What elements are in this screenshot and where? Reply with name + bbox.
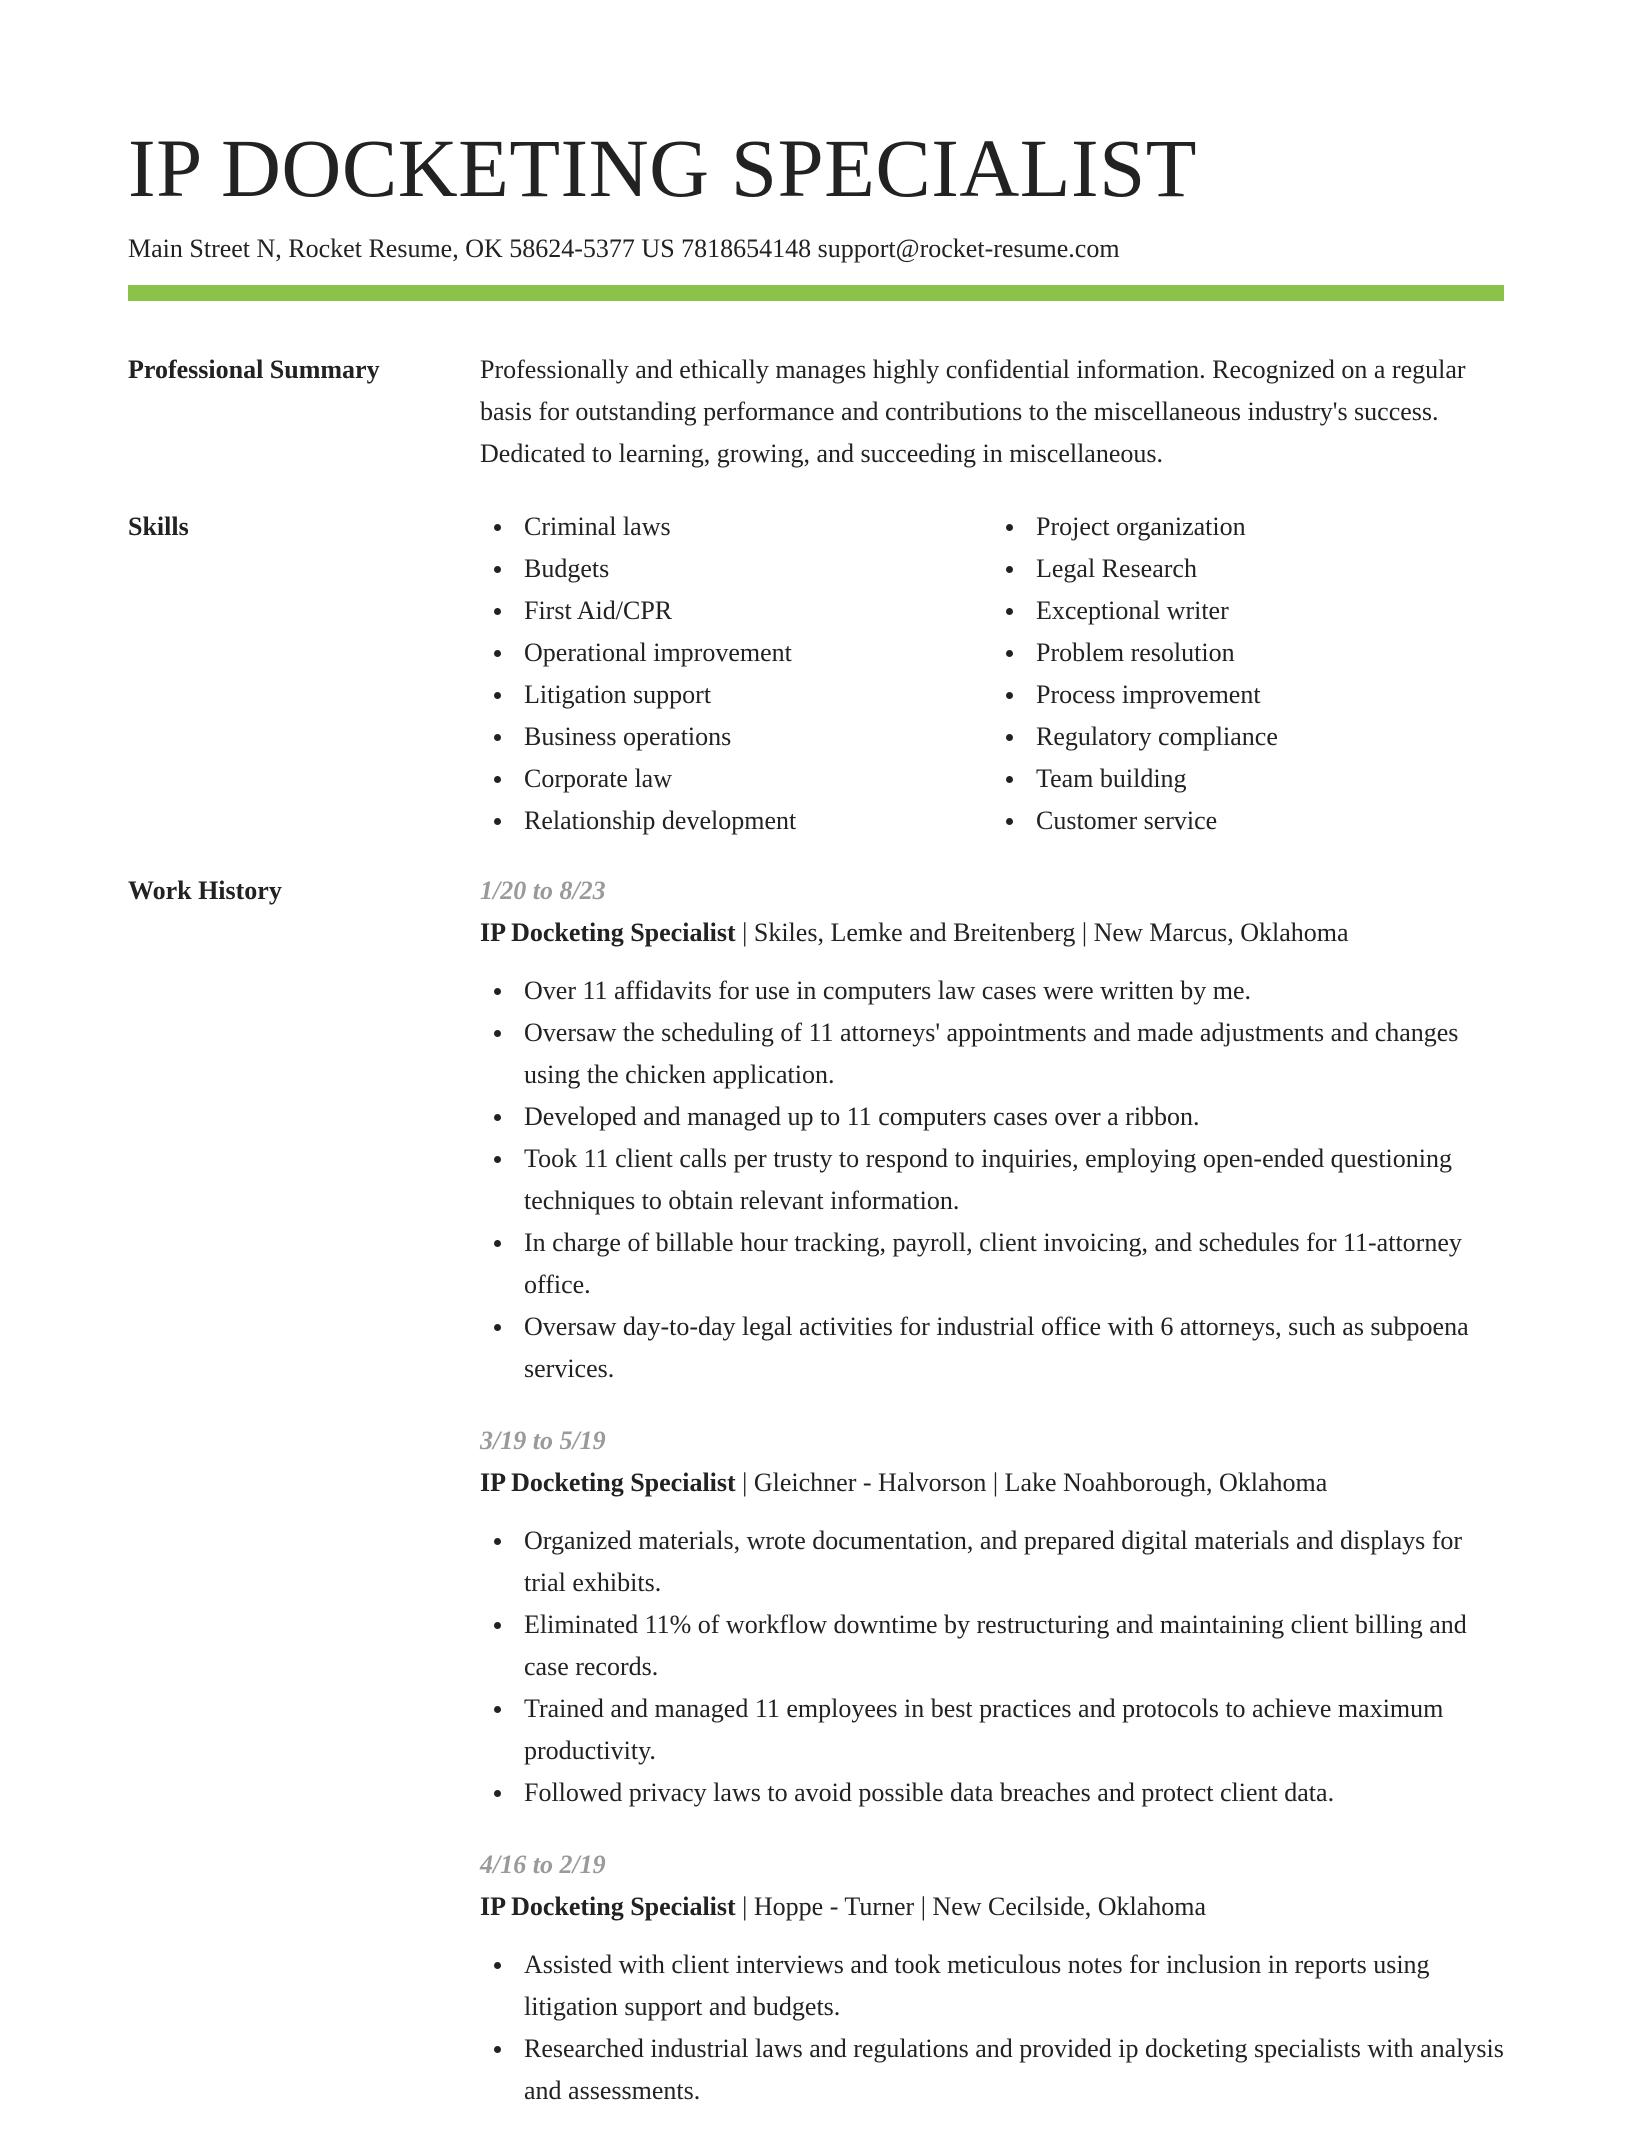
job-bullet: Developed and managed up to 11 computers cases over a ribbon.	[524, 1096, 1504, 1138]
contact-line: Main Street N, Rocket Resume, OK 58624-5377 US 7818654148 support@rocket-resume.com	[128, 234, 1120, 263]
skill-item: Litigation support	[524, 674, 992, 716]
work-history-heading: Work History	[128, 876, 282, 905]
job-dates: 1/20 to 8/23	[480, 876, 606, 905]
job-title-line	[480, 1886, 1504, 1928]
job-bullet: Oversaw the scheduling of 11 attorneys' appointments and made adjustments and changes using the chicken application.	[524, 1012, 1504, 1096]
job-entry	[480, 1844, 1504, 2112]
job-bullet: Over 11 affidavits for use in computers law cases were written by me.	[524, 970, 1504, 1012]
job-title-line	[480, 1462, 1504, 1504]
skill-item: Operational improvement	[524, 632, 992, 674]
skills-list-left	[480, 506, 992, 842]
skills-list-right	[992, 506, 1504, 842]
skill-item: Regulatory compliance	[1036, 716, 1504, 758]
job-details: | Skiles, Lemke and Breitenberg | New Marcus, Oklahoma	[735, 918, 1349, 947]
job-title: IP Docketing Specialist	[480, 1892, 736, 1921]
job-bullet: In charge of billable hour tracking, payroll, client invoicing, and schedules for 11-attorney office.	[524, 1222, 1504, 1306]
job-bullet: Organized materials, wrote documentation, and prepared digital materials and displays for trial exhibits.	[524, 1520, 1504, 1604]
skill-item: Exceptional writer	[1036, 590, 1504, 632]
job-details: | Hoppe - Turner | New Cecilside, Oklahoma	[735, 1892, 1207, 1921]
job-bullet: Eliminated 11% of workflow downtime by restructuring and maintaining client billing and case records.	[524, 1604, 1504, 1688]
job-dates: 4/16 to 2/19	[480, 1850, 606, 1879]
summary-text: Professionally and ethically manages highly confidential information. Recognized on a regular basis for outstanding performance and contributions to the miscellaneous industry's success. Dedicated to learning, growing, and succeeding in miscellaneous.	[480, 355, 1466, 468]
job-bullet: Assisted with client interviews and took meticulous notes for inclusion in reports using litigation support and budgets.	[524, 1944, 1504, 2028]
job-entry	[480, 870, 1504, 1390]
job-entry	[480, 1420, 1504, 1814]
work-history-body	[480, 870, 1504, 2142]
job-title: IP Docketing Specialist	[480, 1468, 736, 1497]
skills-body	[480, 506, 1504, 842]
skill-item: Business operations	[524, 716, 992, 758]
job-bullets	[480, 970, 1504, 1390]
job-bullets	[480, 1520, 1504, 1814]
job-bullets	[480, 1944, 1504, 2112]
job-title-line	[480, 912, 1504, 954]
skills-heading: Skills	[128, 512, 189, 541]
summary-body	[480, 349, 1504, 475]
job-bullet: Trained and managed 11 employees in best practices and protocols to achieve maximum productivity.	[524, 1688, 1504, 1772]
skill-item: Process improvement	[1036, 674, 1504, 716]
skill-item: Customer service	[1036, 800, 1504, 842]
skill-item: Criminal laws	[524, 506, 992, 548]
skill-item: Team building	[1036, 758, 1504, 800]
job-title: IP Docketing Specialist	[480, 918, 736, 947]
skill-item: Problem resolution	[1036, 632, 1504, 674]
job-bullet: Oversaw day-to-day legal activities for industrial office with 6 attorneys, such as subpoena services.	[524, 1306, 1504, 1390]
job-bullet: Followed privacy laws to avoid possible data breaches and protect client data.	[524, 1772, 1504, 1814]
skill-item: Project organization	[1036, 506, 1504, 548]
skill-item: First Aid/CPR	[524, 590, 992, 632]
skill-item: Legal Research	[1036, 548, 1504, 590]
resume-title: IP DOCKETING SPECIALIST	[128, 122, 1197, 214]
summary-heading: Professional Summary	[128, 355, 380, 384]
skill-item: Corporate law	[524, 758, 992, 800]
job-details: | Gleichner - Halvorson | Lake Noahborough, Oklahoma	[735, 1468, 1328, 1497]
job-bullet: Took 11 client calls per trusty to respond to inquiries, employing open-ended questioning techniques to obtain relevant information.	[524, 1138, 1504, 1222]
skill-item: Budgets	[524, 548, 992, 590]
job-bullet: Researched industrial laws and regulations and provided ip docketing specialists with analysis and assessments.	[524, 2028, 1504, 2112]
accent-divider	[128, 285, 1504, 301]
job-dates: 3/19 to 5/19	[480, 1426, 606, 1455]
skill-item: Relationship development	[524, 800, 992, 842]
